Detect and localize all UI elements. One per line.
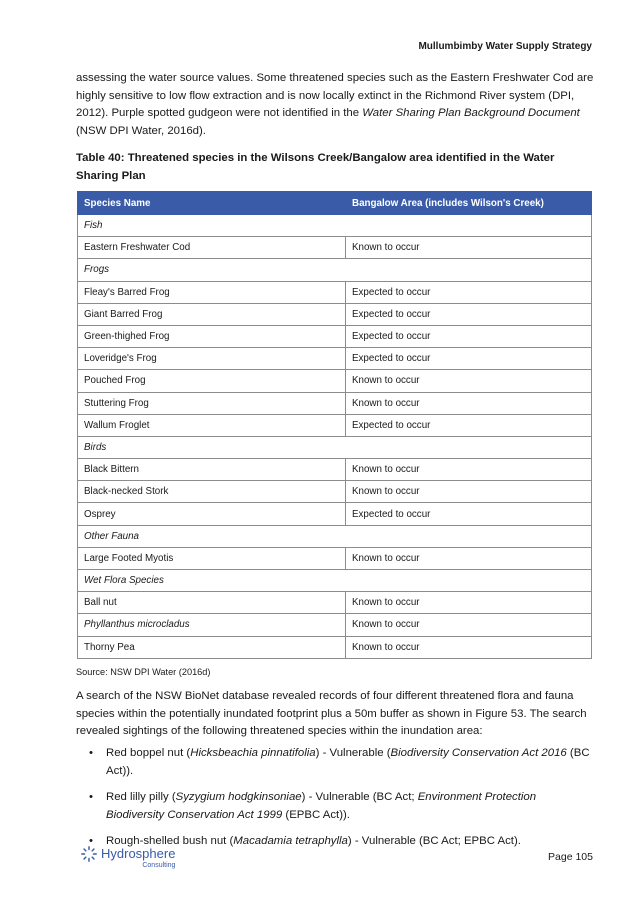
threatened-species-table	[77, 191, 592, 659]
species-name-cell: Loveridge's Frog	[78, 348, 346, 370]
text-segment: Rough-shelled bush nut (	[106, 835, 234, 848]
table-row	[78, 303, 592, 325]
occurrence-status-cell: Expected to occur	[346, 348, 592, 370]
table-row	[78, 614, 592, 636]
occurrence-status-cell: Expected to occur	[346, 414, 592, 436]
occurrence-status-cell: Expected to occur	[346, 281, 592, 303]
occurrence-status-cell: Expected to occur	[346, 503, 592, 525]
species-name-cell: Stuttering Frog	[78, 392, 346, 414]
table-caption: Table 40: Threatened species in the Wilsons Creek/Bangalow area identified in the Water Sharing Plan	[76, 152, 555, 182]
table-body	[78, 215, 592, 659]
table-row	[78, 281, 592, 303]
species-name-cell: Eastern Freshwater Cod	[78, 237, 346, 259]
group-label: Birds	[78, 436, 592, 458]
occurrence-status-cell: Known to occur	[346, 392, 592, 414]
group-label: Frogs	[78, 259, 592, 281]
italic-text: Environment Protection Biodiversity Conservation Act 1999	[106, 791, 537, 821]
italic-text: Macadamia tetraphylla	[233, 835, 348, 848]
table-row	[78, 325, 592, 347]
occurrence-status-cell: Expected to occur	[346, 303, 592, 325]
bullet-icon: •	[89, 747, 93, 759]
logo-name: Hydrosphere	[101, 846, 176, 861]
species-bullet-list	[76, 745, 596, 860]
occurrence-status-cell: Known to occur	[346, 237, 592, 259]
text-segment: ) - Vulnerable (	[315, 747, 391, 759]
occurrence-status-cell: Known to occur	[346, 636, 592, 658]
running-header: Mullumbimby Water Supply Strategy	[418, 41, 592, 52]
text-segment: Red boppel nut (	[106, 747, 191, 759]
list-item	[76, 745, 596, 780]
species-name-cell: Ball nut	[78, 592, 346, 614]
species-name-cell: Giant Barred Frog	[78, 303, 346, 325]
table-group-row	[78, 436, 592, 458]
table-row	[78, 370, 592, 392]
table-row	[78, 636, 592, 658]
occurrence-status-cell: Known to occur	[346, 614, 592, 636]
company-logo	[80, 845, 175, 869]
hydrosphere-swirl-icon	[80, 845, 98, 863]
table-header-row	[78, 192, 592, 215]
document-title-reference: Water Sharing Plan Background Document	[362, 107, 580, 120]
occurrence-status-cell: Known to occur	[346, 481, 592, 503]
table-row	[78, 547, 592, 569]
occurrence-status-cell: Known to occur	[346, 370, 592, 392]
table-row	[78, 392, 592, 414]
table-row	[78, 592, 592, 614]
header-species-name: Species Name	[78, 192, 346, 215]
table-group-row	[78, 215, 592, 237]
logo-subtitle: Consulting	[142, 862, 176, 869]
table-row	[78, 348, 592, 370]
species-name-cell: Pouched Frog	[78, 370, 346, 392]
species-name-cell: Phyllanthus microcladus	[78, 614, 346, 636]
bullet-icon: •	[89, 835, 93, 848]
group-label: Wet Flora Species	[78, 570, 592, 592]
species-name-cell: Black-necked Stork	[78, 481, 346, 503]
species-name-cell: Large Footed Myotis	[78, 547, 346, 569]
group-label: Fish	[78, 215, 592, 237]
table-row	[78, 481, 592, 503]
species-name-cell: Green-thighed Frog	[78, 325, 346, 347]
species-name-cell: Fleay's Barred Frog	[78, 281, 346, 303]
list-item	[76, 789, 596, 824]
text-segment: (BC Act)).	[106, 747, 590, 777]
species-name-cell: Thorny Pea	[78, 636, 346, 658]
bullet-icon: •	[89, 791, 93, 804]
text-segment: (EPBC Act)).	[282, 808, 350, 821]
search-paragraph: A search of the NSW BioNet database revealed records of four different threatened flora and fauna species within the potentially inundated footprint plus a 50m buffer as shown in Figure 53. The search revealed sightings of the following threatened species within the inundation area:	[76, 690, 587, 738]
table-row	[78, 414, 592, 436]
text-segment: ) - Vulnerable (BC Act;	[301, 791, 418, 804]
group-label: Other Fauna	[78, 525, 592, 547]
table-group-row	[78, 525, 592, 547]
occurrence-status-cell: Known to occur	[346, 547, 592, 569]
table-row	[78, 237, 592, 259]
italic-text: Biodiversity Conservation Act 2016	[390, 747, 567, 759]
table-source: Source: NSW DPI Water (2016d)	[76, 667, 211, 677]
table-group-row	[78, 259, 592, 281]
occurrence-status-cell: Known to occur	[346, 459, 592, 481]
page-number: Page 105	[548, 851, 593, 863]
occurrence-status-cell: Known to occur	[346, 592, 592, 614]
species-name-cell: Black Bittern	[78, 459, 346, 481]
italic-text: Syzygium hodgkinsoniae	[175, 791, 302, 804]
italic-text: Hicksbeachia pinnatifolia	[190, 747, 316, 759]
table-group-row	[78, 570, 592, 592]
occurrence-status-cell: Expected to occur	[346, 325, 592, 347]
species-name-cell: Wallum Froglet	[78, 414, 346, 436]
table-row	[78, 459, 592, 481]
text-segment: ) - Vulnerable (BC Act; EPBC Act).	[347, 835, 521, 848]
intro-paragraph: assessing the water source values. Some threatened species such as the Eastern Freshwater Cod are highly sensitive to low flow extraction and is now locally extinct in the Richmond River system (DPI, 2012). Purple spotted gudgeon were not identified in the Water Sharing Plan Background Document (NSW DPI Water, 2016d).	[76, 72, 594, 137]
table-row	[78, 503, 592, 525]
header-bangalow-area: Bangalow Area (includes Wilson's Creek)	[346, 192, 592, 215]
text-segment: Red lilly pilly (	[106, 791, 176, 804]
species-name-cell: Osprey	[78, 503, 346, 525]
